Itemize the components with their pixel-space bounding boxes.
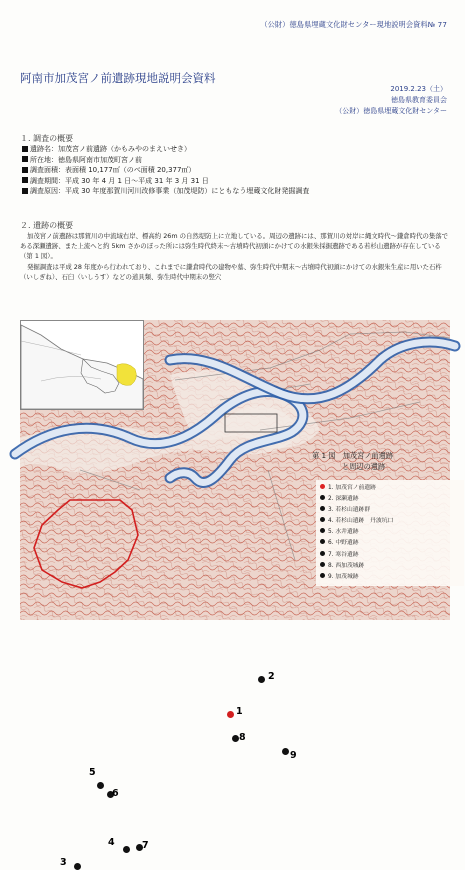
site-marker-dot-8: [232, 735, 239, 742]
site-marker-label-6: 6: [112, 788, 119, 799]
site-marker-dot-4: [123, 846, 130, 853]
site-marker-label-4: 4: [108, 837, 115, 848]
legend-dot-icon: [320, 495, 325, 500]
overview-item: [22, 155, 309, 166]
legend-item: 9. 加茂城跡: [320, 572, 460, 583]
legend-item: 8. 西加茂城跡: [320, 561, 460, 572]
overview-cause: 調査原因：平成 30 年度那賀川河川改修事業（加茂堤防）にともなう埋蔵文化財発掘調査: [30, 187, 310, 196]
legend-item: 7. 寒谷遺跡: [320, 550, 460, 561]
paragraph-1: 加茂宮ノ前遺跡は那賀川の中流域右岸、標高約 26m の自然堤防上に立地している。周辺の遺跡には、那賀川の対岸に縄文時代～鎌倉時代の集落である深瀬遺跡、また上流へと約 5km さかのぼった所には弥生時代終末～古墳時代初頭にかけての水銀朱採掘遺跡である若杉山遺跡が存在している（第 1 図）。: [20, 232, 449, 261]
header-reference: （公財）徳島県埋蔵文化財センター現地説明会資料№ 77: [260, 20, 447, 29]
site-marker-label-3: 3: [60, 857, 67, 868]
site-marker-label-8: 8: [239, 732, 246, 743]
inset-anan-area: [117, 364, 136, 386]
site-marker-label-1: 1: [236, 706, 243, 717]
legend-dot-icon: [320, 573, 325, 578]
overview-area: 調査面積：表面積 10,177㎡（のべ面積 20,377㎡）: [30, 166, 196, 175]
site-marker-dot-2: [258, 676, 265, 683]
document-date: 2019.2.23（土）: [390, 85, 447, 93]
overview-site-name: 遺跡名：加茂宮ノ前遺跡（かもみやのまえいせき）: [30, 145, 191, 153]
bullet-icon: [22, 146, 28, 152]
bullet-icon: [22, 177, 28, 183]
organization-board: 徳島県教育委員会: [391, 96, 447, 104]
legend-item: 5. 水井遺跡: [320, 527, 460, 538]
legend-item: 3. 若杉山遺跡群: [320, 505, 460, 516]
site-map: [20, 320, 450, 868]
site-overview-text: [20, 231, 450, 282]
document-meta: [335, 84, 447, 117]
legend-dot-icon: [320, 562, 325, 567]
legend-dot-icon: [320, 484, 325, 489]
overview-period: 調査期間：平成 30 年 4 月 1 日～平成 31 年 3 月 31 日: [30, 176, 209, 185]
location-inset-map: [20, 320, 144, 410]
bullet-icon: [22, 156, 28, 162]
legend-item: 4. 若杉山遺跡 丹波坑口: [320, 516, 460, 527]
organization-center: （公財）徳島県埋蔵文化財センター: [335, 107, 447, 115]
legend-item: 1. 加茂宮ノ前遺跡: [320, 483, 460, 494]
figure-caption: [312, 450, 447, 472]
bullet-icon: [22, 188, 28, 194]
section1-title: １. 調査の概要: [20, 134, 74, 143]
site-marker-dot-1: [227, 711, 234, 718]
site-legend: [316, 480, 464, 586]
site-marker-label-5: 5: [89, 767, 96, 778]
inset-map-graphic: [21, 321, 143, 409]
site-marker-dot-3: [74, 863, 81, 870]
legend-dot-icon: [320, 506, 325, 511]
overview-item: [22, 144, 309, 155]
figure-caption-line2: と周辺の遺跡: [342, 462, 386, 471]
figure-caption-line1: 第 1 図 加茂宮ノ前遺跡: [312, 451, 394, 460]
paragraph-2: 発掘調査は平成 28 年度から行われており、これまでに鎌倉時代の建物や墓、弥生時代中期末～古墳時代初頭にかけての水銀朱生産に用いた石杵（いしぎね）、石臼（いしうす）などの道具類、弥生時代中期末の竪穴: [20, 262, 442, 281]
site-marker-label-2: 2: [268, 671, 275, 682]
overview-location: 所在地：徳島県阿南市加茂町宮ノ前: [30, 155, 142, 164]
overview-list: [22, 144, 309, 197]
legend-dot-icon: [320, 551, 325, 556]
legend-dot-icon: [320, 539, 325, 544]
bullet-icon: [22, 167, 28, 173]
section2-title: ２. 遺跡の概要: [20, 221, 74, 230]
site-marker-label-9: 9: [290, 750, 297, 761]
site-marker-dot-5: [97, 782, 104, 789]
legend-dot-icon: [320, 528, 325, 533]
overview-item: [22, 186, 309, 197]
overview-item: [22, 176, 309, 187]
site-marker-dot-9: [282, 748, 289, 755]
document-title: 阿南市加茂宮ノ前遺跡現地説明会資料: [20, 71, 216, 85]
legend-item: 6. 中野遺跡: [320, 538, 460, 549]
overview-item: [22, 165, 309, 176]
legend-item: 2. 深瀬遺跡: [320, 494, 460, 505]
site-marker-label-7: 7: [142, 840, 149, 851]
legend-dot-icon: [320, 517, 325, 522]
